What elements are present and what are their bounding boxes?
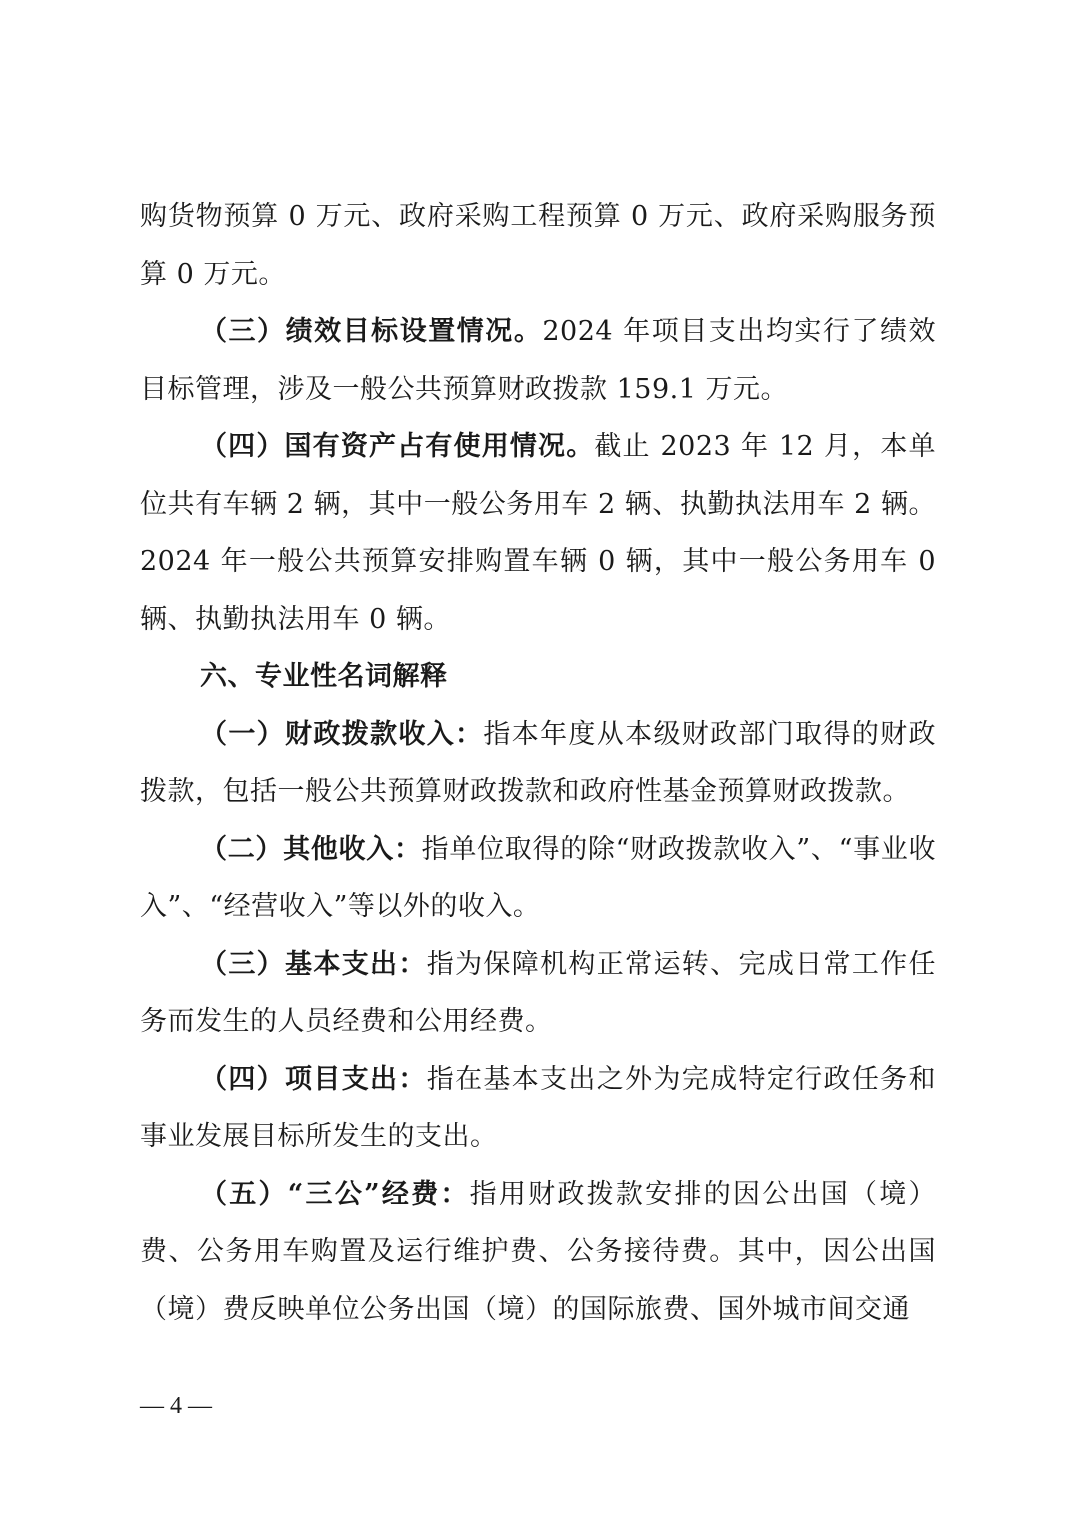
definition-term: （二）其他收入： xyxy=(200,833,422,865)
definition-three-public-expenses xyxy=(140,1166,936,1339)
paragraph-text: 购货物预算 0 万元、政府采购工程预算 0 万元、政府采购服务预算 0 万元。 xyxy=(140,201,936,290)
definition-term: （四）项目支出： xyxy=(200,1063,427,1095)
definition-term: （三）基本支出： xyxy=(200,948,427,980)
paragraph-performance-targets xyxy=(140,303,936,418)
page-number: — 4 — xyxy=(140,1393,212,1419)
paragraph-lead: （三）绩效目标设置情况。 xyxy=(200,316,543,347)
document-body xyxy=(140,188,936,1338)
definition-text: 指单位取得的除“财政拨款收入”、“事业收入”、“经营收入”等以外的收入。 xyxy=(140,833,936,922)
definition-project-expenditure xyxy=(140,1051,936,1166)
definition-term: （一）财政拨款收入： xyxy=(200,718,484,750)
definition-term: （五）“三公”经费： xyxy=(200,1178,470,1210)
definition-text: 指为保障机构正常运转、完成日常工作任务而发生的人员经费和公用经费。 xyxy=(140,948,937,1037)
definition-text: 指本年度从本级财政部门取得的财政拨款，包括一般公共预算财政拨款和政府性基金预算财政拨款。 xyxy=(140,718,937,807)
paragraph-text: 2024 年项目支出均实行了绩效目标管理，涉及一般公共预算财政拨款 159.1 万元。 xyxy=(140,316,937,405)
definition-basic-expenditure xyxy=(140,936,936,1051)
section-heading: 六、专业性名词解释 xyxy=(200,661,448,692)
definition-fiscal-appropriation-income xyxy=(140,706,936,821)
definition-text: 指用财政拨款安排的因公出国（境）费、公务用车购置及运行维护费、公务接待费。其中，因公出国（境）费反映单位公务出国（境）的国际旅费、国外城市间交通 xyxy=(140,1178,937,1325)
definition-text: 指在基本支出之外为完成特定行政任务和事业发展目标所发生的支出。 xyxy=(140,1063,937,1152)
paragraph-lead: （四）国有资产占有使用情况。 xyxy=(200,431,595,462)
paragraph-text: 截止 2023 年 12 月，本单位共有车辆 2 辆，其中一般公务用车 2 辆、执勤执法用车 2 辆。2024 年一般公共预算安排购置车辆 0 辆，其中一般公务用车 0 辆、执勤执法用车 0 辆。 xyxy=(140,431,936,635)
paragraph-state-assets xyxy=(140,418,936,648)
definition-other-income xyxy=(140,821,936,936)
paragraph-procurement-continued xyxy=(140,188,936,303)
